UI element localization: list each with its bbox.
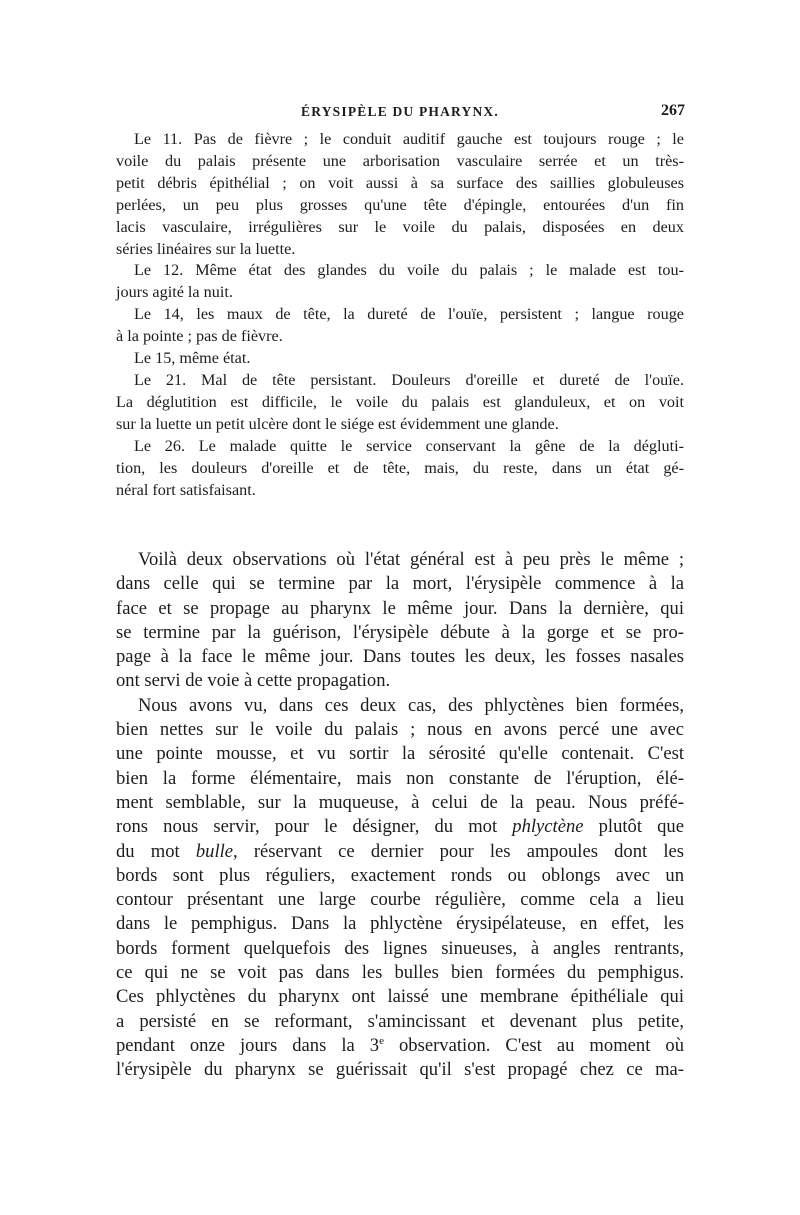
text-line: lacis vasculaire, irrégulières sur le voile du palais, disposées en deux: [116, 217, 684, 236]
text-line: Le 26. Le malade quitte le service conservant la gêne de la dégluti-: [134, 436, 684, 455]
text-line-with-italic: [116, 815, 684, 839]
text-line: Le 14, les maux de tête, la dureté de l'ouïe, persistent ; langue rouge: [134, 305, 684, 324]
text-line: page à la face le même jour. Dans toutes les deux, les fosses nasales: [116, 646, 684, 668]
text-line: voile du palais présente une arborisation vasculaire serrée et un très-: [116, 151, 684, 170]
text-line: Voilà deux observations où l'état général est à peu près le même ;: [138, 549, 684, 570]
text-fragment: , réservant ce dernier pour les ampoules dont les: [233, 840, 684, 862]
text-line: néral fort satisfaisant.: [116, 480, 256, 499]
text-line: à la pointe ; pas de fièvre.: [116, 327, 283, 346]
page-number: 267: [661, 102, 685, 119]
text-line: une pointe mousse, et vu sortir la sérosité qu'elle contenait. C'est: [116, 743, 684, 765]
text-line: bords forment quelquefois des lignes sinueuses, à angles rentrants,: [116, 937, 684, 959]
italic-term: phlyctène: [512, 816, 584, 838]
text-line: Ces phlyctènes du pharynx ont laissé une membrane épithéliale qui: [116, 986, 684, 1008]
text-line: a persisté en se reformant, s'amincissant et devenant plus petite,: [116, 1010, 684, 1032]
text-line: tion, les douleurs d'oreille et de tête, mais, du reste, dans un état gé-: [116, 458, 684, 477]
text-line: ont servi de voie à cette propagation.: [116, 670, 391, 692]
ordinal-superscript: e: [379, 1034, 384, 1047]
italic-term: bulle: [195, 840, 234, 862]
text-line: se termine par la guérison, l'érysipèle débute à la gorge et se pro-: [116, 621, 684, 643]
text-line: ment semblable, sur la muqueuse, à celui de la peau. Nous préfé-: [116, 791, 684, 813]
text-fragment: rons nous servir, pour le désigner, du mot: [116, 816, 513, 838]
text-fragment: du mot: [116, 840, 196, 862]
text-fragment: pendant onze jours dans la 3: [116, 1034, 380, 1056]
text-fragment: plutôt que: [583, 816, 684, 838]
running-head: [115, 101, 685, 123]
text-line: contour présentant une large courbe régulière, comme cela a lieu: [116, 889, 684, 911]
case-notes-block: [116, 129, 684, 501]
text-line: Le 11. Pas de fièvre ; le conduit auditif gauche est toujours rouge ; le: [134, 130, 684, 148]
text-line: La déglutition est difficile, le voile du palais est glanduleux, et on voit: [116, 392, 684, 411]
running-title: ÉRYSIPÈLE DU PHARYNX.: [301, 104, 499, 119]
text-line: Le 12. Même état des glandes du voile du palais ; le malade est tou-: [134, 261, 684, 280]
text-line: dans le pemphigus. Dans la phlyctène érysipélateuse, en effet, les: [116, 913, 684, 935]
text-line: ce qui ne se voit pas dans les bulles bien formées du pemphigus.: [116, 962, 684, 984]
text-line: séries linéaires sur la luette.: [116, 239, 296, 258]
main-text-block: [116, 548, 684, 1083]
text-line-with-italic: [116, 840, 684, 864]
text-line: Le 21. Mal de tête persistant. Douleurs d'oreille et dureté de l'ouïe.: [134, 370, 684, 389]
text-line: face et se propage au pharynx le même jour. Dans la dernière, qui: [116, 597, 684, 619]
text-line: Nous avons vu, dans ces deux cas, des phlyctènes bien formées,: [138, 694, 684, 716]
text-line: bien la forme élémentaire, mais non constante de l'éruption, élé-: [116, 767, 684, 789]
text-line-with-superscript: [116, 1034, 684, 1058]
text-line: dans celle qui se termine par la mort, l'érysipèle commence à la: [116, 573, 684, 595]
text-line: bien nettes sur le voile du palais ; nous en avons percé une avec: [116, 719, 684, 741]
text-line: perlées, un peu plus grosses qu'une tête d'épingle, entourées d'un fin: [116, 195, 684, 214]
text-line: Le 15, même état.: [134, 349, 251, 368]
text-line: jours agité la nuit.: [116, 283, 233, 302]
text-line: petit débris épithélial ; on voit aussi à sa surface des saillies globuleuses: [116, 173, 684, 192]
text-line: l'érysipèle du pharynx se guérissait qu'il s'est propagé chez ce ma-: [116, 1059, 684, 1081]
text-fragment: observation. C'est au moment où: [383, 1034, 684, 1056]
text-line: sur la luette un petit ulcère dont le siége est évidemment une glande.: [116, 414, 559, 433]
text-line: bords sont plus réguliers, exactement ronds ou oblongs avec un: [116, 864, 684, 886]
